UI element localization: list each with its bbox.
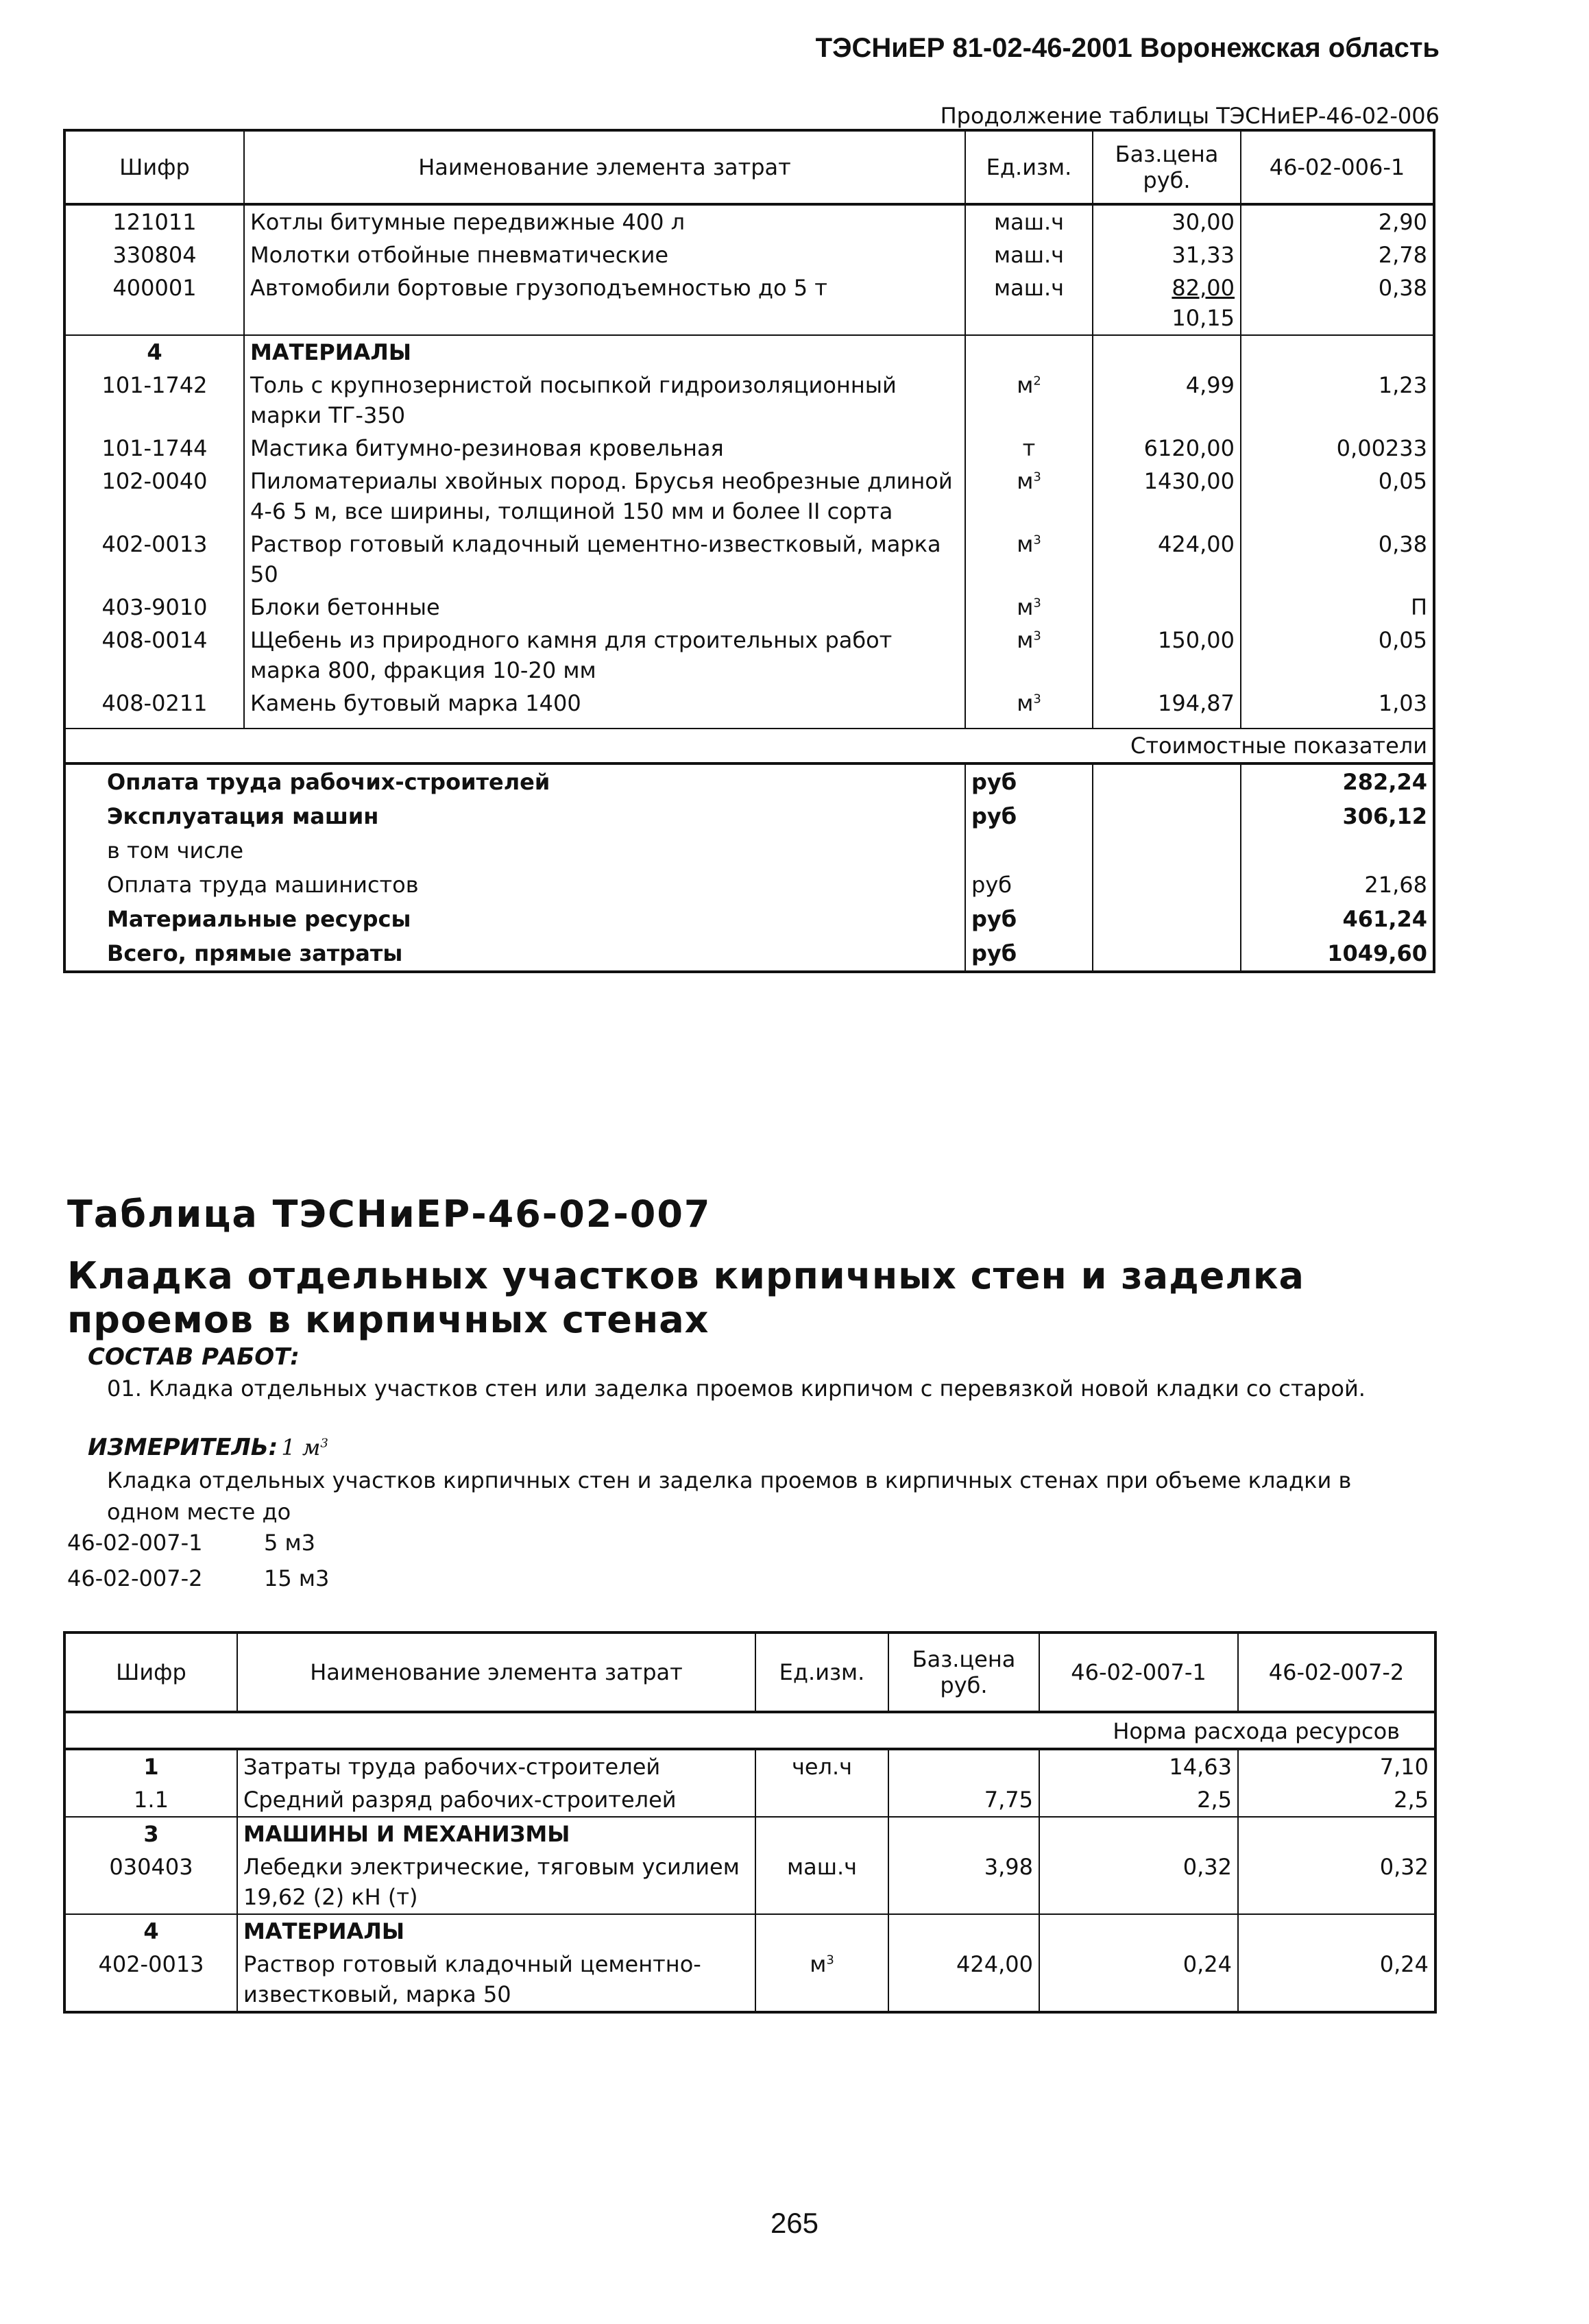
norm-caption-row (64, 1712, 1435, 1749)
row-value-1: 2,5 (1039, 1783, 1238, 1817)
row-unit: маш.ч (965, 271, 1093, 335)
cost-value: 1049,60 (1241, 936, 1434, 972)
page-number: 265 (770, 2207, 819, 2239)
row-name: Автомобили бортовые грузоподъемностью до 5 т (244, 271, 965, 335)
row-unit: маш.ч (965, 238, 1093, 271)
row-price: 424,00 (1093, 528, 1241, 591)
section-row-machines (64, 1817, 1435, 1850)
row-price: 194,87 (1093, 687, 1241, 729)
row-qty: П (1241, 591, 1434, 624)
cost-value: 306,12 (1241, 799, 1434, 833)
row-unit: $м^3$ (965, 528, 1093, 591)
cost-unit: руб (965, 868, 1093, 902)
works-label: СОСТАВ РАБОТ: (88, 1343, 300, 1371)
section-row-materials (64, 335, 1434, 369)
cost-row (64, 902, 1434, 936)
header-unit: Ед.изм. (965, 130, 1093, 204)
row-qty: 2,78 (1241, 238, 1434, 271)
row-price: 1430,00 (1093, 465, 1241, 528)
cost-value: 461,24 (1241, 902, 1434, 936)
row-name: Затраты труда рабочих-строителей (237, 1749, 755, 1783)
cost-unit: руб (965, 763, 1093, 799)
cost-name: Оплата труда машинистов (64, 868, 965, 902)
row-code: 330804 (64, 238, 244, 271)
row-qty: 0,00233 (1241, 432, 1434, 465)
table-row (64, 238, 1434, 271)
cost-name: Эксплуатация машин (64, 799, 965, 833)
row-qty: 0,05 (1241, 465, 1434, 528)
header-base-price: Баз.цена руб. (1093, 130, 1241, 204)
variant-code: 46-02-007-2 (67, 1565, 203, 1591)
cost-name: в том числе (64, 833, 965, 868)
row-price (888, 1749, 1039, 1783)
table-header-row (64, 1632, 1435, 1712)
row-value-2: 0,24 (1238, 1948, 1435, 2012)
row-price (1093, 271, 1241, 335)
row-code: 121011 (64, 204, 244, 238)
row-code: 400001 (64, 271, 244, 335)
row-value-1: 0,32 (1039, 1850, 1238, 1914)
row-value-1: 14,63 (1039, 1749, 1238, 1783)
table-subtitle: Кладка отдельных участков кирпичных стен и заделка проемов в кирпичных стенах (67, 1254, 1305, 1341)
header-code: Шифр (64, 130, 244, 204)
cost-row (64, 868, 1434, 902)
cost-row (64, 799, 1434, 833)
row-code: 102-0040 (64, 465, 244, 528)
row-value-2: 0,32 (1238, 1850, 1435, 1914)
row-qty: 0,38 (1241, 271, 1434, 335)
cost-row (64, 936, 1434, 972)
table-row (64, 271, 1434, 335)
cost-caption-row (64, 729, 1434, 763)
table-row (64, 1783, 1435, 1817)
row-name: Котлы битумные передвижные 400 л (244, 204, 965, 238)
resource-table-46-02-007 (63, 1631, 1437, 2014)
row-value-2: 7,10 (1238, 1749, 1435, 1783)
row-code: 403-9010 (64, 591, 244, 624)
header-name: Наименование элемента затрат (237, 1632, 755, 1712)
row-name: Средний разряд рабочих-строителей (237, 1783, 755, 1817)
row-code: 030403 (64, 1850, 237, 1914)
row-unit: $м^3$ (965, 465, 1093, 528)
row-code: 402-0013 (64, 1948, 237, 2012)
row-name: Мастика битумно-резиновая кровельная (244, 432, 965, 465)
section-code: 3 (64, 1817, 237, 1850)
table-row (64, 1850, 1435, 1914)
table-row (64, 528, 1434, 591)
table-row (64, 432, 1434, 465)
row-code: 408-0014 (64, 624, 244, 687)
table-row (64, 1948, 1435, 2012)
row-qty: 1,23 (1241, 369, 1434, 432)
measure-text: Кладка отдельных участков кирпичных стен и заделка проемов в кирпичных стенах при объеме кладки в одном месте до (107, 1467, 1352, 1525)
measure-unit: 1 $м^3$ (281, 1434, 328, 1460)
row-unit: $м^3$ (965, 591, 1093, 624)
table-header-row (64, 130, 1434, 204)
row-price: 150,00 (1093, 624, 1241, 687)
section-code: 4 (64, 335, 244, 369)
cost-name: Оплата труда рабочих-строителей (64, 763, 965, 799)
row-price: 424,00 (888, 1948, 1039, 2012)
cost-unit (965, 833, 1093, 868)
row-value-2: 2,5 (1238, 1783, 1435, 1817)
row-unit: маш.ч (965, 204, 1093, 238)
section-code: 4 (64, 1914, 237, 1948)
header-norm-column: 46-02-007-2 (1238, 1632, 1435, 1712)
table-title: Таблица ТЭСНиЕР-46-02-007 (67, 1192, 712, 1236)
row-qty: 0,38 (1241, 528, 1434, 591)
row-name: Раствор готовый кладочный цементно-известковый, марка 50 (244, 528, 965, 591)
cost-name: Всего, прямые затраты (64, 936, 965, 972)
row-code: 101-1742 (64, 369, 244, 432)
table-row (64, 591, 1434, 624)
row-unit: $м^3$ (965, 687, 1093, 729)
section-title: МАТЕРИАЛЫ (244, 335, 965, 369)
row-unit (755, 1783, 888, 1817)
table-row (64, 687, 1434, 729)
section-row-materials (64, 1914, 1435, 1948)
variant-code: 46-02-007-1 (67, 1530, 203, 1556)
table-row (64, 369, 1434, 432)
row-price: 31,33 (1093, 238, 1241, 271)
cost-name: Материальные ресурсы (64, 902, 965, 936)
measure-line (88, 1434, 328, 1461)
row-qty: 0,05 (1241, 624, 1434, 687)
row-value-1: 0,24 (1039, 1948, 1238, 2012)
table-row (64, 465, 1434, 528)
resource-table-46-02-006 (63, 129, 1435, 973)
measure-label: ИЗМЕРИТЕЛЬ: (88, 1434, 278, 1461)
cost-value: 21,68 (1241, 868, 1434, 902)
row-unit: $м^3$ (965, 624, 1093, 687)
price-underlined: 82,00 (1172, 275, 1235, 301)
row-name: Раствор готовый кладочный цементно-известковый, марка 50 (237, 1948, 755, 2012)
row-unit: $м^3$ (755, 1948, 888, 2012)
cost-row (64, 833, 1434, 868)
row-price (1093, 591, 1241, 624)
row-unit: маш.ч (755, 1850, 888, 1914)
row-price: 6120,00 (1093, 432, 1241, 465)
header-code: Шифр (64, 1632, 237, 1712)
row-name: Пиломатериалы хвойных пород. Брусья необрезные длиной 4-6 5 м, все ширины, толщиной 150 мм и более II сорта (244, 465, 965, 528)
row-code: 1.1 (64, 1783, 237, 1817)
header-norm-column: 46-02-006-1 (1241, 130, 1434, 204)
row-unit: чел.ч (755, 1749, 888, 1783)
row-name: Молотки отбойные пневматические (244, 238, 965, 271)
row-price: 7,75 (888, 1783, 1039, 1817)
row-code: 1 (64, 1749, 237, 1783)
row-qty: 1,03 (1241, 687, 1434, 729)
table-continuation-caption: Продолжение таблицы ТЭСНиЕР-46-02-006 (940, 103, 1440, 129)
cost-value (1241, 833, 1434, 868)
row-code: 402-0013 (64, 528, 244, 591)
section-title: МАТЕРИАЛЫ (237, 1914, 755, 1948)
row-name: Лебедки электрические, тяговым усилием 19,62 (2) кН (т) (237, 1850, 755, 1914)
row-name: Толь с крупнозернистой посыпкой гидроизоляционный марки ТГ-350 (244, 369, 965, 432)
row-price: 30,00 (1093, 204, 1241, 238)
row-unit: $м^2$ (965, 369, 1093, 432)
row-name: Камень бутовый марка 1400 (244, 687, 965, 729)
table-row (64, 1749, 1435, 1783)
header-base-price: Баз.цена руб. (888, 1632, 1039, 1712)
row-code: 101-1744 (64, 432, 244, 465)
table-row (64, 624, 1434, 687)
cost-caption: Стоимостные показатели (64, 729, 1434, 763)
row-qty: 2,90 (1241, 204, 1434, 238)
row-name: Блоки бетонные (244, 591, 965, 624)
variant-value: 15 м3 (264, 1565, 330, 1591)
section-title: МАШИНЫ И МЕХАНИЗМЫ (237, 1817, 755, 1850)
cost-unit: руб (965, 902, 1093, 936)
table-row (64, 204, 1434, 238)
header-unit: Ед.изм. (755, 1632, 888, 1712)
row-unit: т (965, 432, 1093, 465)
header-name: Наименование элемента затрат (244, 130, 965, 204)
page-header: ТЭСНиЕР 81-02-46-2001 Воронежская область (815, 33, 1440, 63)
row-code: 408-0211 (64, 687, 244, 729)
header-norm-column: 46-02-007-1 (1039, 1632, 1238, 1712)
cost-value: 282,24 (1241, 763, 1434, 799)
cost-unit: руб (965, 799, 1093, 833)
row-price: 3,98 (888, 1850, 1039, 1914)
cost-row (64, 763, 1434, 799)
cost-unit: руб (965, 936, 1093, 972)
norm-caption: Норма расхода ресурсов (64, 1712, 1435, 1749)
row-name: Щебень из природного камня для строительных работ марка 800, фракция 10-20 мм (244, 624, 965, 687)
price-subtotal: 10,15 (1172, 305, 1235, 331)
works-text: 01. Кладка отдельных участков стен или заделка проемов кирпичом с перевязкой новой кладки со старой. (107, 1375, 1366, 1402)
row-price: 4,99 (1093, 369, 1241, 432)
variant-value: 5 м3 (264, 1530, 316, 1556)
